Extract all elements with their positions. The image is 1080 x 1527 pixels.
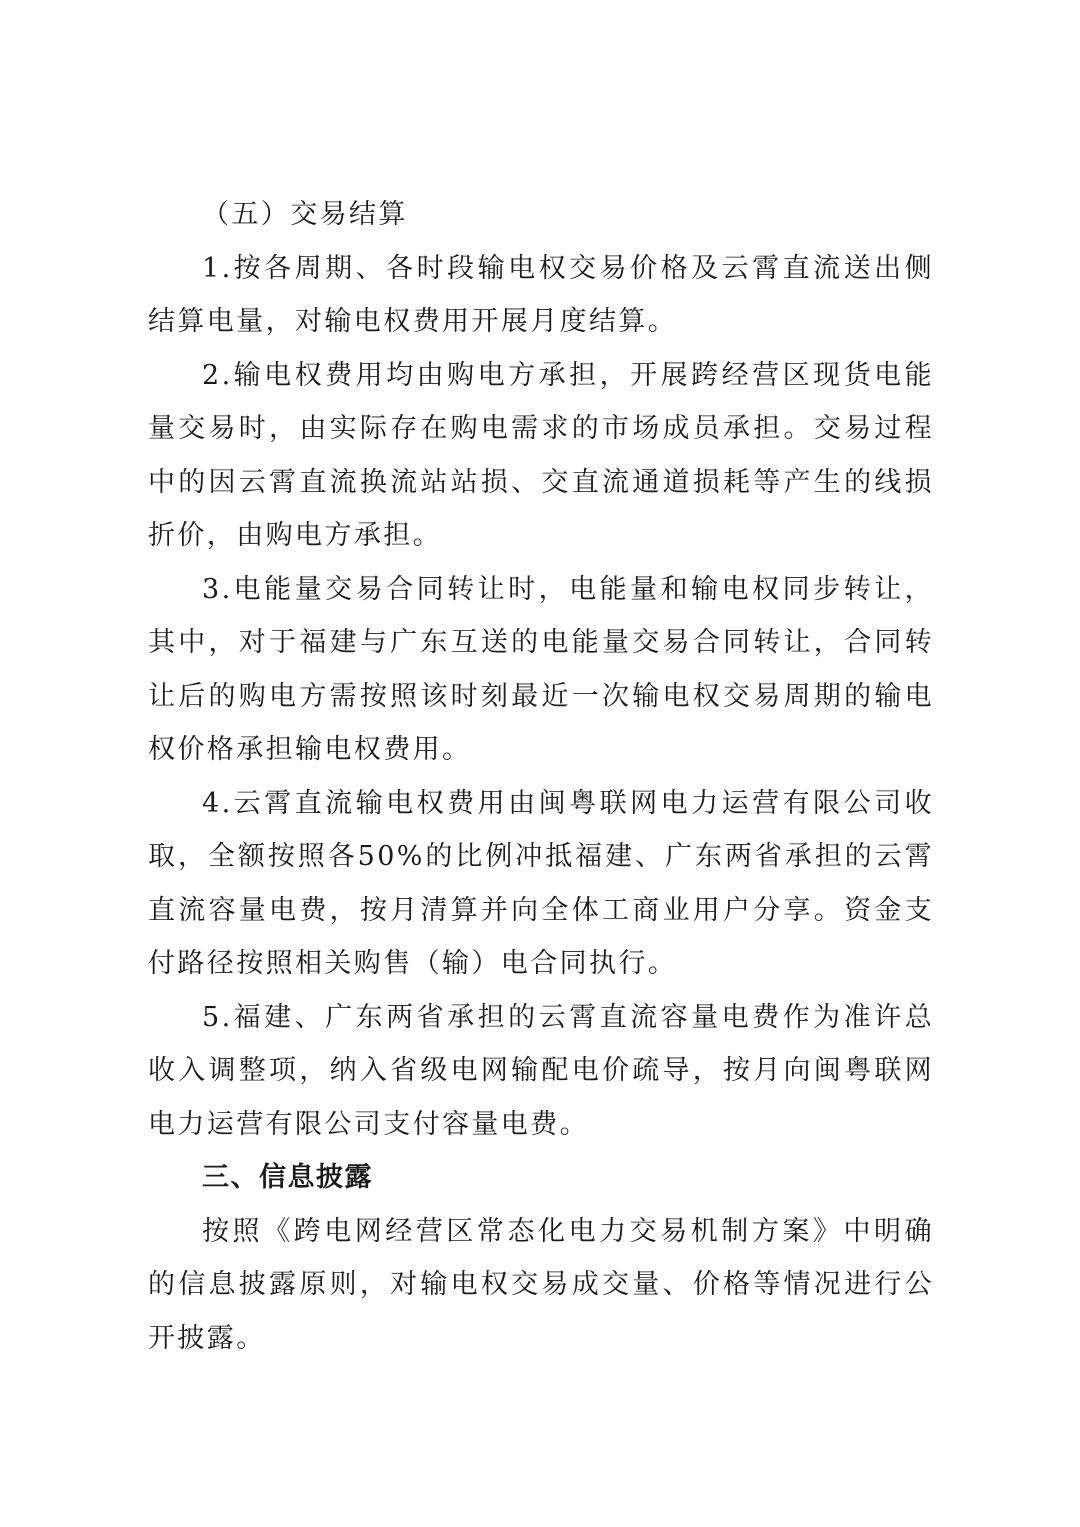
settlement-item-4: 4.云霄直流输电权费用由闽粤联网电力运营有限公司收取，全额按照各50%的比例冲抵福建、广东两省承担的云霄直流容量电费，按月清算并向全体工商业用户分享。资金支付路径按照相关购售（输）电合同执行。 bbox=[148, 787, 934, 979]
document-body bbox=[148, 188, 934, 1365]
settlement-item-3: 3.电能量交易合同转让时，电能量和输电权同步转让，其中，对于福建与广东互送的电能量交易合同转让，合同转让后的购电方需按照该时刻最近一次输电权交易周期的输电权价格承担输电权费用。 bbox=[148, 573, 934, 765]
settlement-item-1: 1.按各周期、各时段输电权交易价格及云霄直流送出侧结算电量，对输电权费用开展月度结算。 bbox=[148, 252, 934, 337]
settlement-item-2: 2.输电权费用均由购电方承担，开展跨经营区现货电能量交易时，由实际存在购电需求的市场成员承担。交易过程中的因云霄直流换流站站损、交直流通道损耗等产生的线损折价，由购电方承担。 bbox=[148, 359, 934, 551]
settlement-item-5: 5.福建、广东两省承担的云霄直流容量电费作为准许总收入调整项，纳入省级电网输配电价疏导，按月向闽粤联网电力运营有限公司支付容量电费。 bbox=[148, 1001, 934, 1140]
section-heading-settlement: （五）交易结算 bbox=[202, 199, 408, 230]
disclosure-paragraph: 按照《跨电网经营区常态化电力交易机制方案》中明确的信息披露原则，对输电权交易成交量、价格等情况进行公开披露。 bbox=[148, 1215, 934, 1354]
section-heading-disclosure: 三、信息披露 bbox=[202, 1162, 373, 1193]
